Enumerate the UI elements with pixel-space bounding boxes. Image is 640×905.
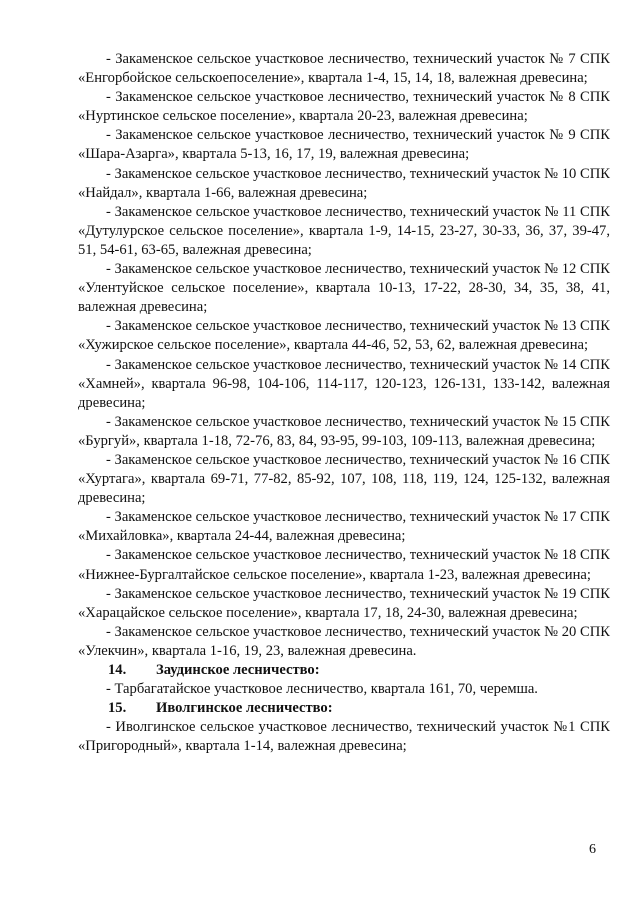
document-page <box>78 50 610 756</box>
section-title: Иволгинское лесничество: <box>156 700 333 717</box>
forestry-item-14: - Закаменское сельское участковое лесничество, технический участок № 14 СПК «Хамней», квартала 96-98, 104-106, 114-117, 120-123, 126-131, 133-142, валежная древесина; <box>78 356 610 411</box>
forestry-item-12: - Закаменское сельское участковое лесничество, технический участок № 12 СПК «Улентуйское сельское поселение», квартала 10-13, 17-22, 28-30, 34, 35, 38, 41, валежная древесина; <box>78 261 610 316</box>
forestry-item-7: - Закаменское сельское участковое лесничество, технический участок № 7 СПК «Енгорбойское сельскоепоселение», квартала 1-4, 15, 14, 18, валежная древесина; <box>78 51 610 87</box>
forestry-item-20: - Закаменское сельское участковое лесничество, технический участок № 20 СПК «Улекчин», квартала 1-16, 19, 23, валежная древесина. <box>78 623 610 659</box>
forestry-item-13: - Закаменское сельское участковое лесничество, технический участок № 13 СПК «Хужирское сельское поселение», квартала 44-46, 52, 53, 62, валежная древесина; <box>78 318 610 354</box>
forestry-item-15: - Закаменское сельское участковое лесничество, технический участок № 15 СПК «Бургуй», квартала 1-18, 72-76, 83, 84, 93-95, 99-103, 109-113, валежная древесина; <box>78 413 610 449</box>
forestry-item-16: - Закаменское сельское участковое лесничество, технический участок № 16 СПК «Хуртага», квартала 69-71, 77-82, 85-92, 107, 108, 118, 119, 124, 125-132, валежная древесина; <box>78 451 610 507</box>
forestry-item-19: - Закаменское сельское участковое лесничество, технический участок № 19 СПК «Харацайское сельское поселение», квартала 17, 18, 24-30, валежная древесина; <box>78 585 610 621</box>
section-heading-14 <box>78 661 610 680</box>
section-title: Заудинское лесничество: <box>156 662 320 678</box>
forestry-item-11: - Закаменское сельское участковое лесничество, технический участок № 11 СПК «Дутулурское сельское поселение», квартала 1-9, 14-15, 23-27, 30-33, 36, 37, 39-47, 51, 54-61, 63-65, валежная древесина; <box>78 203 610 258</box>
forestry-item-18: - Закаменское сельское участковое лесничество, технический участок № 18 СПК «Нижнее-Бургалтайское сельское поселение», квартала 1-23, валежная древесина; <box>78 547 610 583</box>
page-number: 6 <box>589 842 596 857</box>
section-heading-15 <box>78 699 610 718</box>
forestry-item-8: - Закаменское сельское участковое лесничество, технический участок № 8 СПК «Нуртинское сельское поселение», квартала 20-23, валежная древесина; <box>78 89 610 125</box>
forestry-item-9: - Закаменское сельское участковое лесничество, технический участок № 9 СПК «Шара-Азарга», квартала 5-13, 16, 17, 19, валежная древесина; <box>78 127 610 163</box>
forestry-item-17: - Закаменское сельское участковое лесничество, технический участок № 17 СПК «Михайловка», квартала 24-44, валежная древесина; <box>78 509 610 545</box>
section-number: 14. <box>108 662 127 678</box>
forestry-item-10: - Закаменское сельское участковое лесничество, технический участок № 10 СПК «Найдал», квартала 1-66, валежная древесина; <box>78 165 610 201</box>
section-14-item: - Тарбагатайское участковое лесничество, квартала 161, 70, черемша. <box>106 681 538 698</box>
section-number: 15. <box>108 700 127 717</box>
section-15-item: - Иволгинское сельское участковое лесничество, технический участок №1 СПК «Пригородный», квартала 1-14, валежная древесина; <box>78 719 610 755</box>
